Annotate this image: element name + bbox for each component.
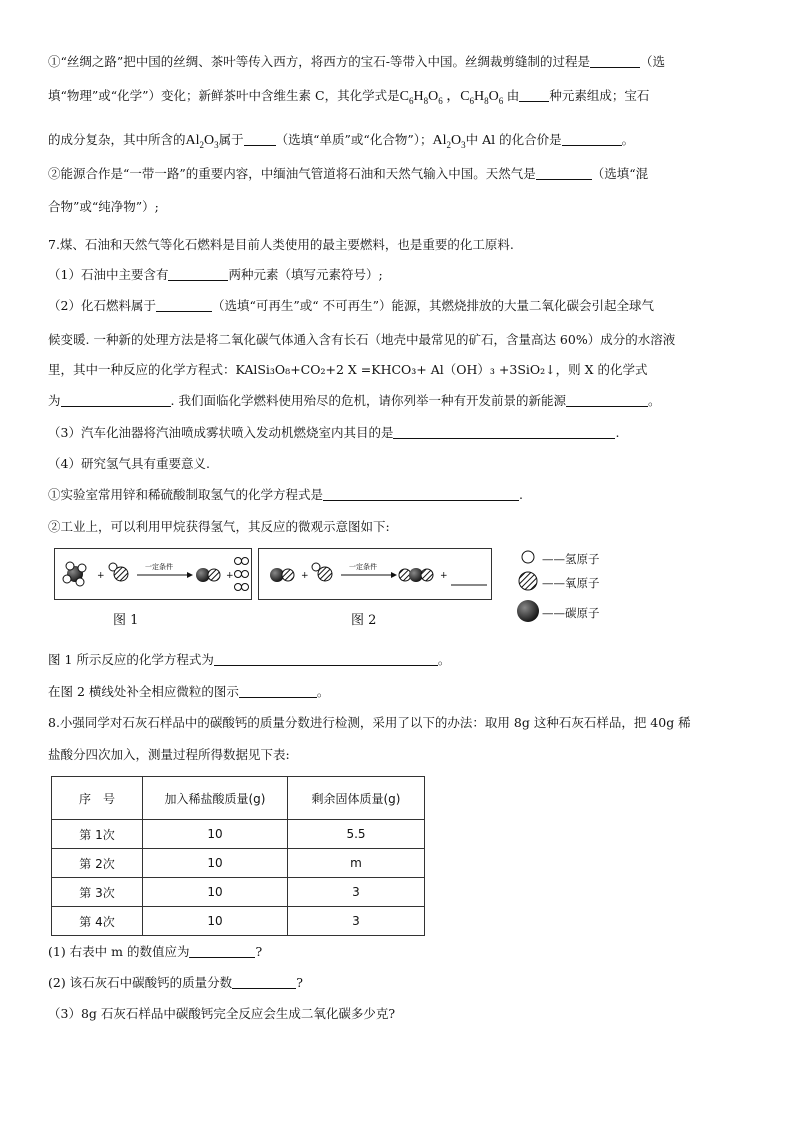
- formula-c6h8o6: $C_6H_8O_6$ ，$C_6H_8O_6$: [399, 89, 504, 106]
- table-cell: 第 2次: [52, 849, 143, 878]
- q7-equation-line: 里，其中一种反应的化学方程式：KAlSi₃O₈+CO₂+2 X =KHCO₃+ Al（OH）₃ +3SiO₂↓，则 X 的化学式: [48, 362, 648, 377]
- hydrogen-atom: [235, 584, 242, 591]
- q6-text: 由: [506, 88, 520, 103]
- q7-figure-2-question: [48, 682, 329, 700]
- table-cell: 3: [288, 907, 425, 936]
- q8-text: (1) 右表中 m 的数值应为: [48, 944, 190, 959]
- answer-blank[interactable]: [393, 425, 615, 439]
- table-cell: m: [288, 849, 425, 878]
- q6-text: （选填“混: [591, 166, 649, 181]
- table-cell: 10: [143, 849, 288, 878]
- figure-2-caption: 图 2: [351, 613, 377, 628]
- reaction-condition: 一定条件: [145, 563, 173, 571]
- answer-blank[interactable]: [156, 298, 212, 312]
- figure-1-caption: 图 1: [113, 613, 139, 628]
- hydrogen-atom: [76, 578, 84, 586]
- answer-blank[interactable]: [239, 684, 317, 698]
- q8-sub-1: [48, 942, 262, 960]
- legend-carbon: ——碳原子: [542, 606, 600, 620]
- hydrogen-atom-legend: [522, 551, 534, 563]
- q7-text: 。: [437, 652, 451, 667]
- q7-part-4-2: ②工业上，可以利用甲烷获得氢气，其反应的微观示意图如下:: [48, 519, 390, 534]
- hydrogen-atom: [78, 564, 86, 572]
- q7-text: （1）石油中主要含有: [48, 267, 169, 282]
- q6-line-5: [48, 197, 159, 215]
- answer-blank[interactable]: [189, 944, 255, 958]
- legend-hydrogen: ——氢原子: [542, 552, 600, 566]
- q7-part-1: [48, 265, 383, 283]
- oxygen-atom: [114, 567, 128, 581]
- q6-line-3: [48, 130, 634, 150]
- q7-text: 在图 2 横线处补全相应微粒的图示: [48, 684, 239, 699]
- q8-text: ?: [296, 975, 303, 990]
- svg-text:+: +: [226, 571, 234, 581]
- q7-text: 图 1 所示反应的化学方程式为: [48, 652, 214, 667]
- svg-text:+: +: [97, 571, 105, 581]
- hydrogen-atom: [235, 571, 242, 578]
- q7-figure-1-question: [48, 650, 450, 668]
- answer-blank[interactable]: [519, 88, 549, 102]
- table-header-row: [52, 777, 425, 820]
- q7-part-3: [48, 423, 619, 441]
- q7-part-2-cont: 候变暖. 一种新的处理方法是将二氧化碳气体通入含有长石（地壳中最常见的矿石，含量高达 60%）成分的水溶液: [48, 332, 676, 347]
- legend-oxygen: ——氧原子: [542, 576, 600, 590]
- q6-text: 。: [621, 132, 635, 147]
- table-header: 剩余固体质量(g): [288, 777, 425, 820]
- q7-part-2-end: [48, 391, 660, 409]
- hydrogen-atom: [235, 558, 242, 565]
- formula-al2o3: $Al_2O_3$: [185, 133, 219, 150]
- q8-sub-2: [48, 973, 303, 991]
- q6-text: 属于: [218, 132, 244, 147]
- hydrogen-atom: [242, 558, 249, 565]
- table-cell: 10: [143, 878, 288, 907]
- q6-text: （选: [640, 54, 666, 69]
- answer-blank[interactable]: [168, 267, 228, 281]
- q7-title: 7.煤、石油和天然气等化石燃料是目前人类使用的最主要燃料，也是重要的化工原料.: [48, 237, 514, 252]
- hydrogen-atom: [242, 571, 249, 578]
- reaction-condition: 一定条件: [349, 563, 377, 571]
- q6-line-2: [48, 85, 649, 106]
- q7-text: （3）汽车化油器将汽油喷成雾状喷入发动机燃烧室内其目的是: [48, 425, 394, 440]
- q7-text: . 我们面临化学燃料使用殆尽的危机，请你列举一种有开发前景的新能源: [170, 393, 566, 408]
- q6-text: 填“物理”或“化学”）变化；新鲜茶叶中含维生素 C，其化学式是: [48, 88, 400, 103]
- table-cell: 3: [288, 878, 425, 907]
- atom-legend-icons: [514, 549, 542, 629]
- table-header: 加入稀盐酸质量(g): [143, 777, 288, 820]
- q8-line-2: 盐酸分四次加入，测量过程所得数据见下表:: [48, 747, 290, 762]
- oxygen-atom: [318, 567, 332, 581]
- answer-blank[interactable]: [323, 487, 519, 501]
- hydrogen-atom: [63, 575, 71, 583]
- q6-line-4: [48, 164, 648, 182]
- q7-text: 为: [48, 393, 61, 408]
- figure-1-box: [54, 548, 252, 600]
- q7-text: .: [519, 487, 523, 502]
- table-cell: 5.5: [288, 820, 425, 849]
- q7-text: （2）化石燃料属于: [48, 298, 156, 313]
- figure-2-diagram: [259, 549, 491, 599]
- q6-text: 种元素组成；宝石: [549, 88, 650, 103]
- svg-text:+: +: [301, 571, 309, 581]
- q7-part-4-1: [48, 485, 523, 503]
- table-row: [52, 878, 425, 907]
- q6-text: ①“丝绸之路”把中国的丝绸、茶叶等传入西方，将西方的宝石-等带入中国。丝绸裁剪缝制的过程是: [48, 54, 591, 69]
- q6-line-1: [48, 52, 665, 70]
- table-cell: 第 4次: [52, 907, 143, 936]
- figure-2-box: [258, 548, 492, 600]
- q7-text: （选填“可再生”或“ 不可再生”）能源，其燃烧排放的大量二氧化碳会引起全球气: [211, 298, 655, 313]
- q8-sub-3: （3）8g 石灰石样品中碳酸钙完全反应会生成二氧化碳多少克?: [48, 1006, 396, 1021]
- q8-text: ?: [255, 944, 263, 959]
- q7-text: 。: [316, 684, 330, 699]
- answer-blank[interactable]: [590, 54, 640, 68]
- figure-1-diagram: [55, 549, 251, 599]
- q6-text: （选填“单质”或“化合物”）；: [275, 132, 433, 147]
- oxygen-atom-legend: [519, 572, 537, 590]
- answer-blank[interactable]: [244, 132, 276, 146]
- table-cell: 10: [143, 820, 288, 849]
- q6-text: 的成分复杂，其中所含的: [48, 132, 186, 147]
- q8-line-1: 8.小强同学对石灰石样品中的碳酸钙的质量分数进行检测，采用了以下的办法：取用 8g 这种石灰石样品，把 40g 稀: [48, 715, 691, 730]
- table-header: 序 号: [52, 777, 143, 820]
- q8-text: (2) 该石灰石中碳酸钙的质量分数: [48, 975, 233, 990]
- oxygen-atom: [208, 569, 220, 581]
- q7-text: 两种元素（填写元素符号）;: [228, 267, 383, 282]
- table-cell: 第 1次: [52, 820, 143, 849]
- q6-text: 中 Al 的化合价是: [465, 132, 562, 147]
- answer-blank[interactable]: [61, 393, 171, 407]
- answer-blank[interactable]: [566, 393, 648, 407]
- table-row: [52, 849, 425, 878]
- svg-text:+: +: [440, 571, 448, 581]
- carbon-atom-legend: [517, 600, 539, 622]
- table-row: [52, 820, 425, 849]
- q6-text: ②能源合作是“一带一路”的重要内容，中缅油气管道将石油和天然气输入中国。天然气是: [48, 166, 536, 181]
- q7-part-4: （4）研究氢气具有重要意义.: [48, 456, 210, 471]
- hydrogen-atom: [242, 584, 249, 591]
- data-table: [51, 776, 425, 936]
- oxygen-atom: [421, 569, 433, 581]
- table-cell: 10: [143, 907, 288, 936]
- table-row: [52, 907, 425, 936]
- hydrogen-atom: [66, 562, 74, 570]
- answer-blank[interactable]: [562, 132, 622, 146]
- formula-al2o3: $Al_2O_3$: [432, 133, 466, 150]
- q7-text: ①实验室常用锌和稀硫酸制取氢气的化学方程式是: [48, 487, 324, 502]
- answer-blank[interactable]: [536, 166, 592, 180]
- table-cell: 第 3次: [52, 878, 143, 907]
- q7-part-2: [48, 296, 654, 314]
- answer-blank[interactable]: [232, 975, 296, 989]
- answer-blank[interactable]: [214, 652, 438, 666]
- oxygen-atom: [282, 569, 294, 581]
- q7-text: 。: [647, 393, 661, 408]
- q7-text: .: [615, 425, 620, 440]
- q6-text: 合物”或“纯净物”）;: [48, 199, 159, 214]
